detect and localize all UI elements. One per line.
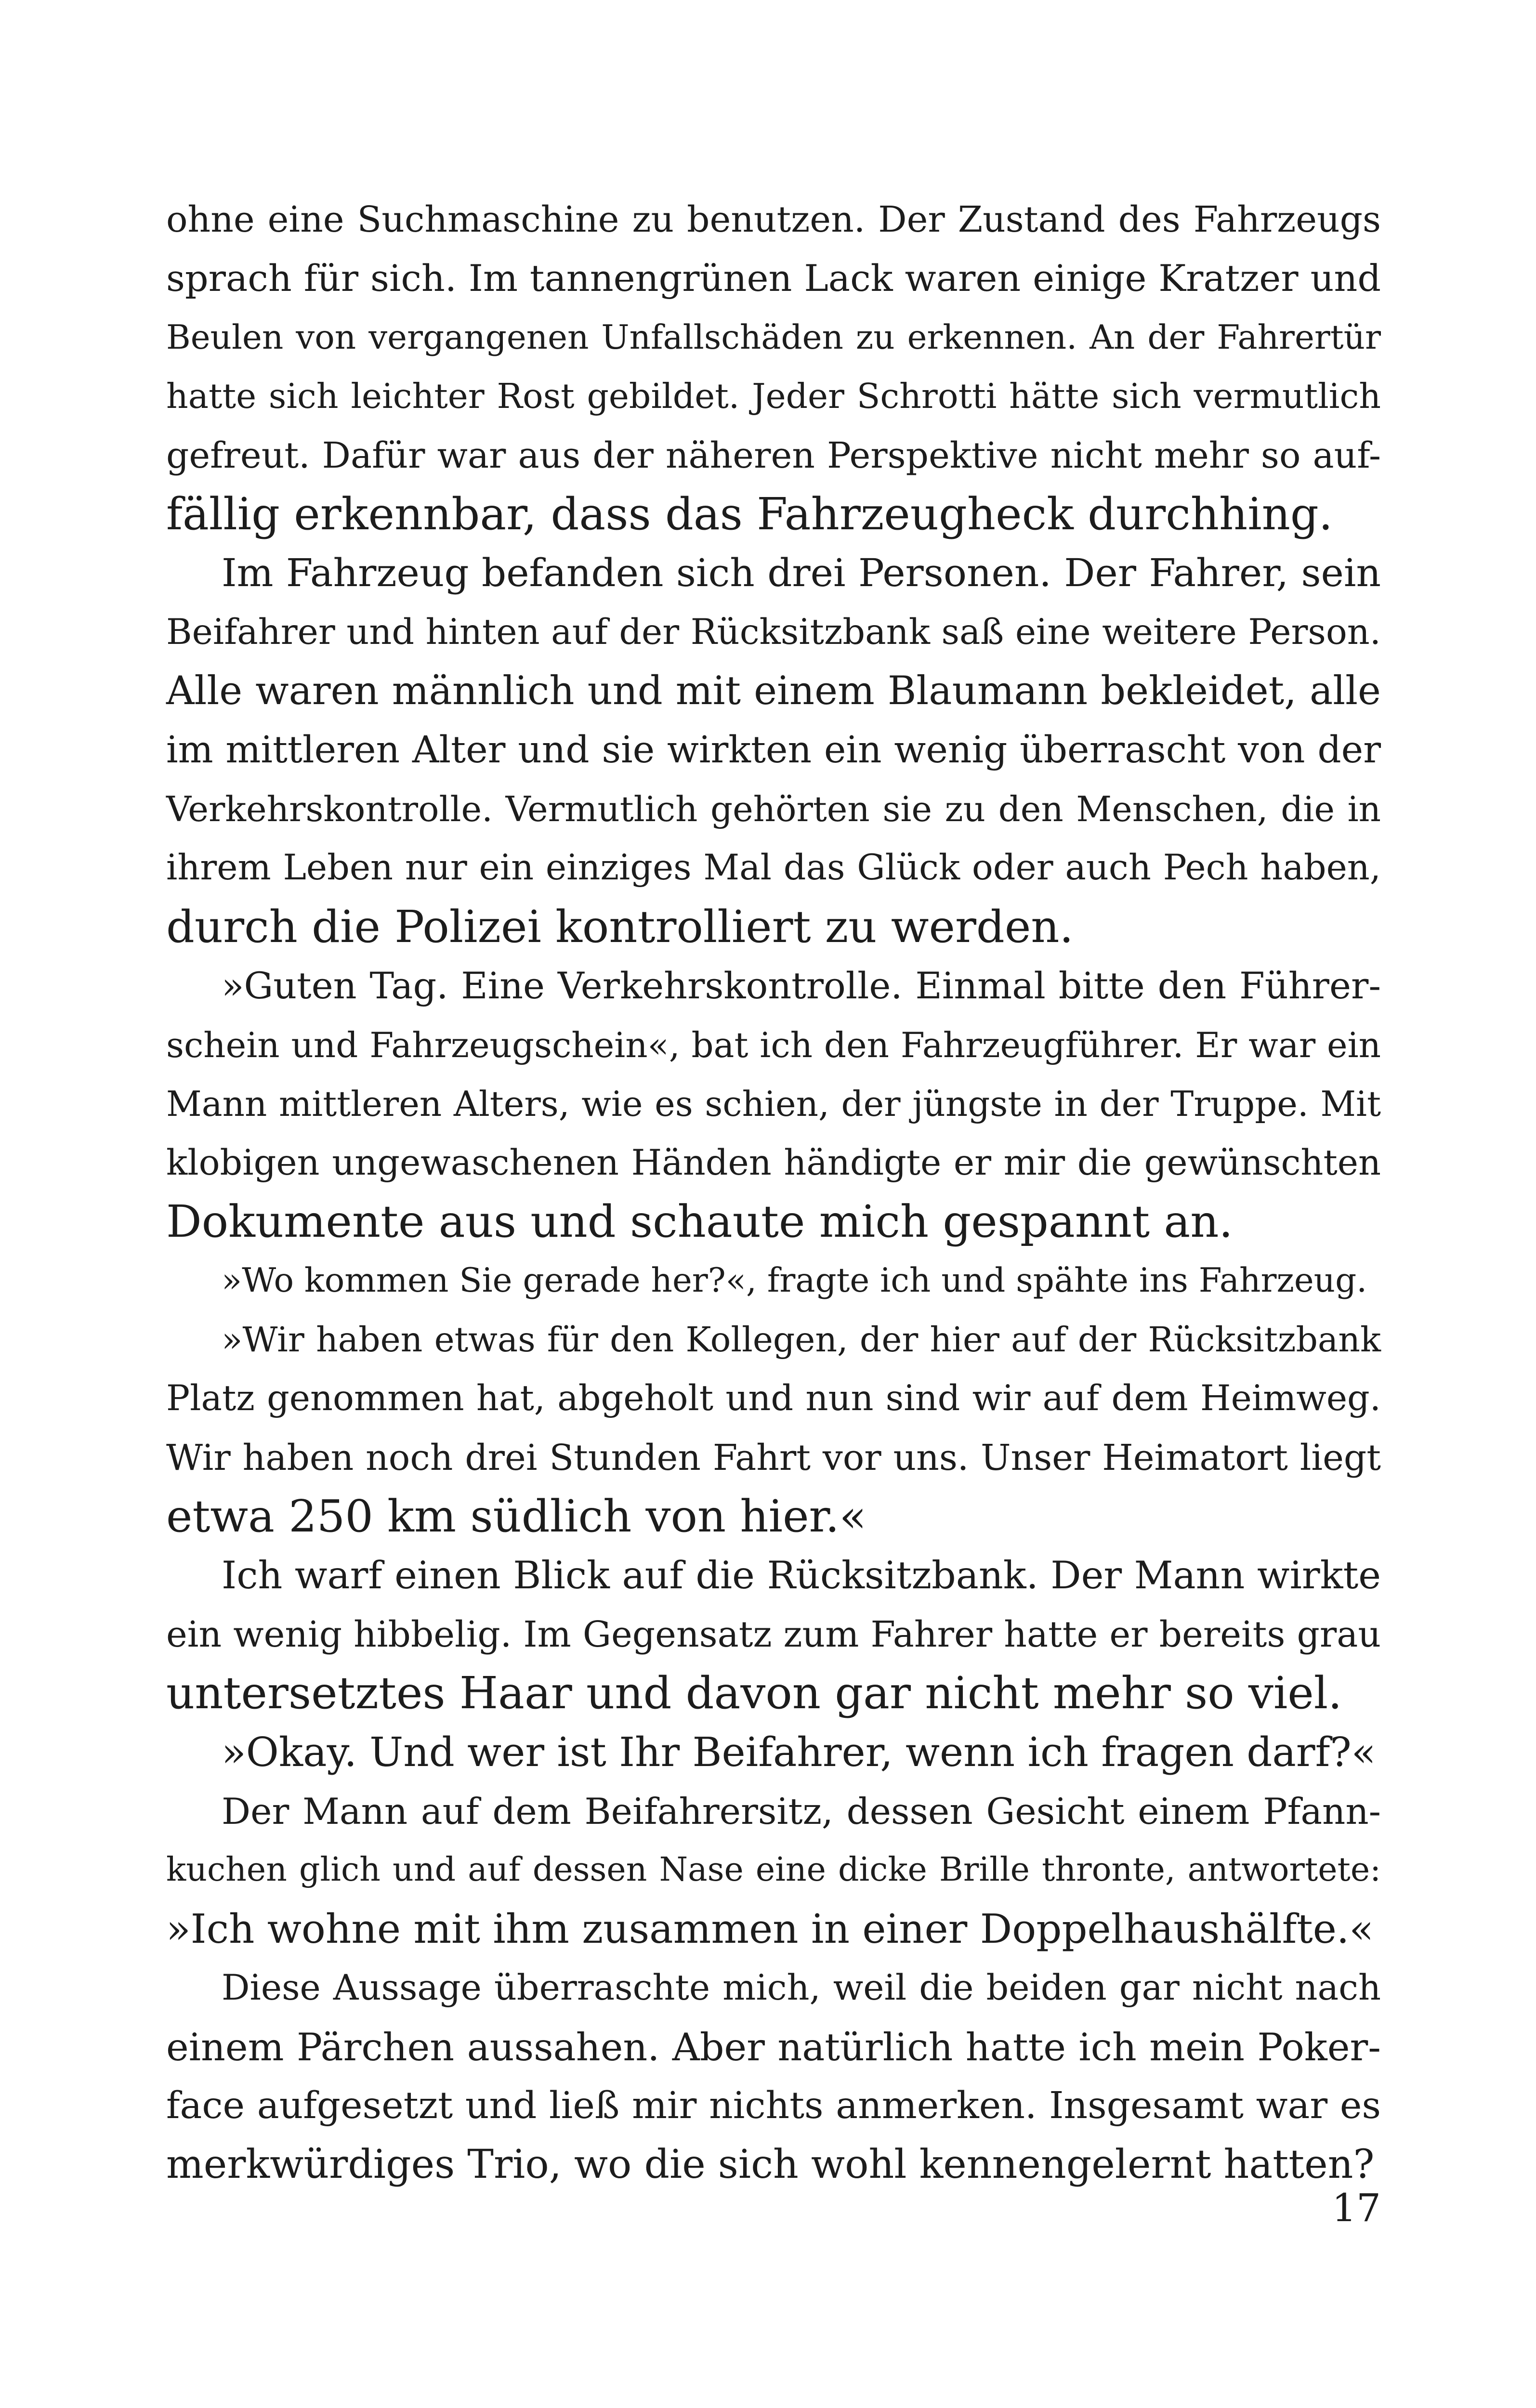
text-line: face aufgesetzt und ließ mir nichts anmerken. Insgesamt war es [166,2084,1381,2127]
text-line: Ich warf einen Blick auf die Rücksitzbank. Der Mann wirkte [222,1553,1381,1598]
text-line: im mittleren Alter und sie wirkten ein wenig überrascht von der [166,728,1381,772]
paragraph [166,1723,1381,1782]
text-line: »Okay. Und wer ist Ihr Beifahrer, wenn ich fragen darf?« [222,1728,1376,1776]
text-line: Beulen von vergangenen Unfallschäden zu erkennen. An der Fahrertür [166,318,1381,357]
text-line: Platz genommen hat, abgeholt und nun sind wir auf dem Heimweg. [166,1378,1381,1419]
text-line: Verkehrskontrolle. Vermutlich gehörten sie zu den Menschen, die in [166,789,1381,830]
text-line: ihrem Leben nur ein einziges Mal das Glück oder auch Pech haben, [166,847,1381,889]
text-line: merkwürdiges Trio, wo die sich wohl kennengelernt hatten? [166,2142,1375,2188]
paragraph [166,1310,1381,1546]
paragraph [166,544,1381,956]
text-line: Der Mann auf dem Beifahrersitz, dessen Gesicht einem Pfann- [222,1790,1381,1832]
paragraph [166,956,1381,1251]
text-line: kuchen glich und auf dessen Nase eine dicke Brille thronte, antwortete: [166,1851,1381,1889]
text-line: »Ich wohne mit ihm zusammen in einer Doppelhaushälfte.« [166,1905,1374,1952]
page-number: 17 [1332,2186,1381,2230]
paragraph [166,1959,1381,2195]
body-text [166,190,1381,2195]
paragraph [166,1251,1381,1310]
paragraph [166,1782,1381,1959]
text-line: Wir haben noch drei Stunden Fahrt vor uns. Unser Heimatort liegt [166,1437,1381,1479]
text-line: ohne eine Suchmaschine zu benutzen. Der Zustand des Fahrzeugs [166,199,1381,240]
paragraph [166,1546,1381,1723]
text-line: durch die Polizei kontrolliert zu werden. [166,901,1074,953]
text-line: »Guten Tag. Eine Verkehrskontrolle. Einmal bitte den Führer- [222,964,1381,1008]
text-line: hatte sich leichter Rost gebildet. Jeder Schrotti hätte sich vermutlich [166,376,1381,417]
text-line: »Wir haben etwas für den Kollegen, der hier auf der Rücksitzbank [222,1319,1381,1360]
text-line: Diese Aussage überraschte mich, weil die beiden gar nicht nach [222,1967,1381,2009]
paragraph [166,190,1381,544]
text-line: etwa 250 km südlich von hier.« [166,1490,866,1542]
text-line: klobigen ungewaschenen Händen händigte er mir die gewünschten [166,1142,1381,1183]
text-line: fällig erkennbar, dass das Fahrzeugheck durchhing. [166,488,1333,540]
text-line: Im Fahrzeug befanden sich drei Personen. Der Fahrer, sein [222,550,1381,596]
text-line: einem Pärchen aussahen. Aber natürlich hatte ich mein Poker- [166,2025,1381,2069]
text-line: Mann mittleren Alters, wie es schien, der jüngste in der Truppe. Mit [166,1084,1381,1125]
text-line: schein und Fahrzeugschein«, bat ich den Fahrzeugführer. Er war ein [166,1024,1381,1065]
text-line: untersetztes Haar und davon gar nicht mehr so viel. [166,1667,1342,1719]
text-line: Beifahrer und hinten auf der Rücksitzbank saß eine weitere Person. [166,611,1381,653]
text-line: ein wenig hibbelig. Im Gegensatz zum Fahrer hatte er bereits grau [166,1613,1381,1655]
text-line: »Wo kommen Sie gerade her?«, fragte ich und spähte ins Fahrzeug. [222,1261,1367,1300]
text-line: sprach für sich. Im tannengrünen Lack waren einige Kratzer und [166,257,1381,300]
text-line: Alle waren männlich und mit einem Blaumann bekleidet, alle [166,668,1381,714]
text-line: gefreut. Dafür war aus der näheren Perspektive nicht mehr so auf- [166,434,1381,476]
text-line: Dokumente aus und schaute mich gespannt an. [166,1195,1233,1247]
